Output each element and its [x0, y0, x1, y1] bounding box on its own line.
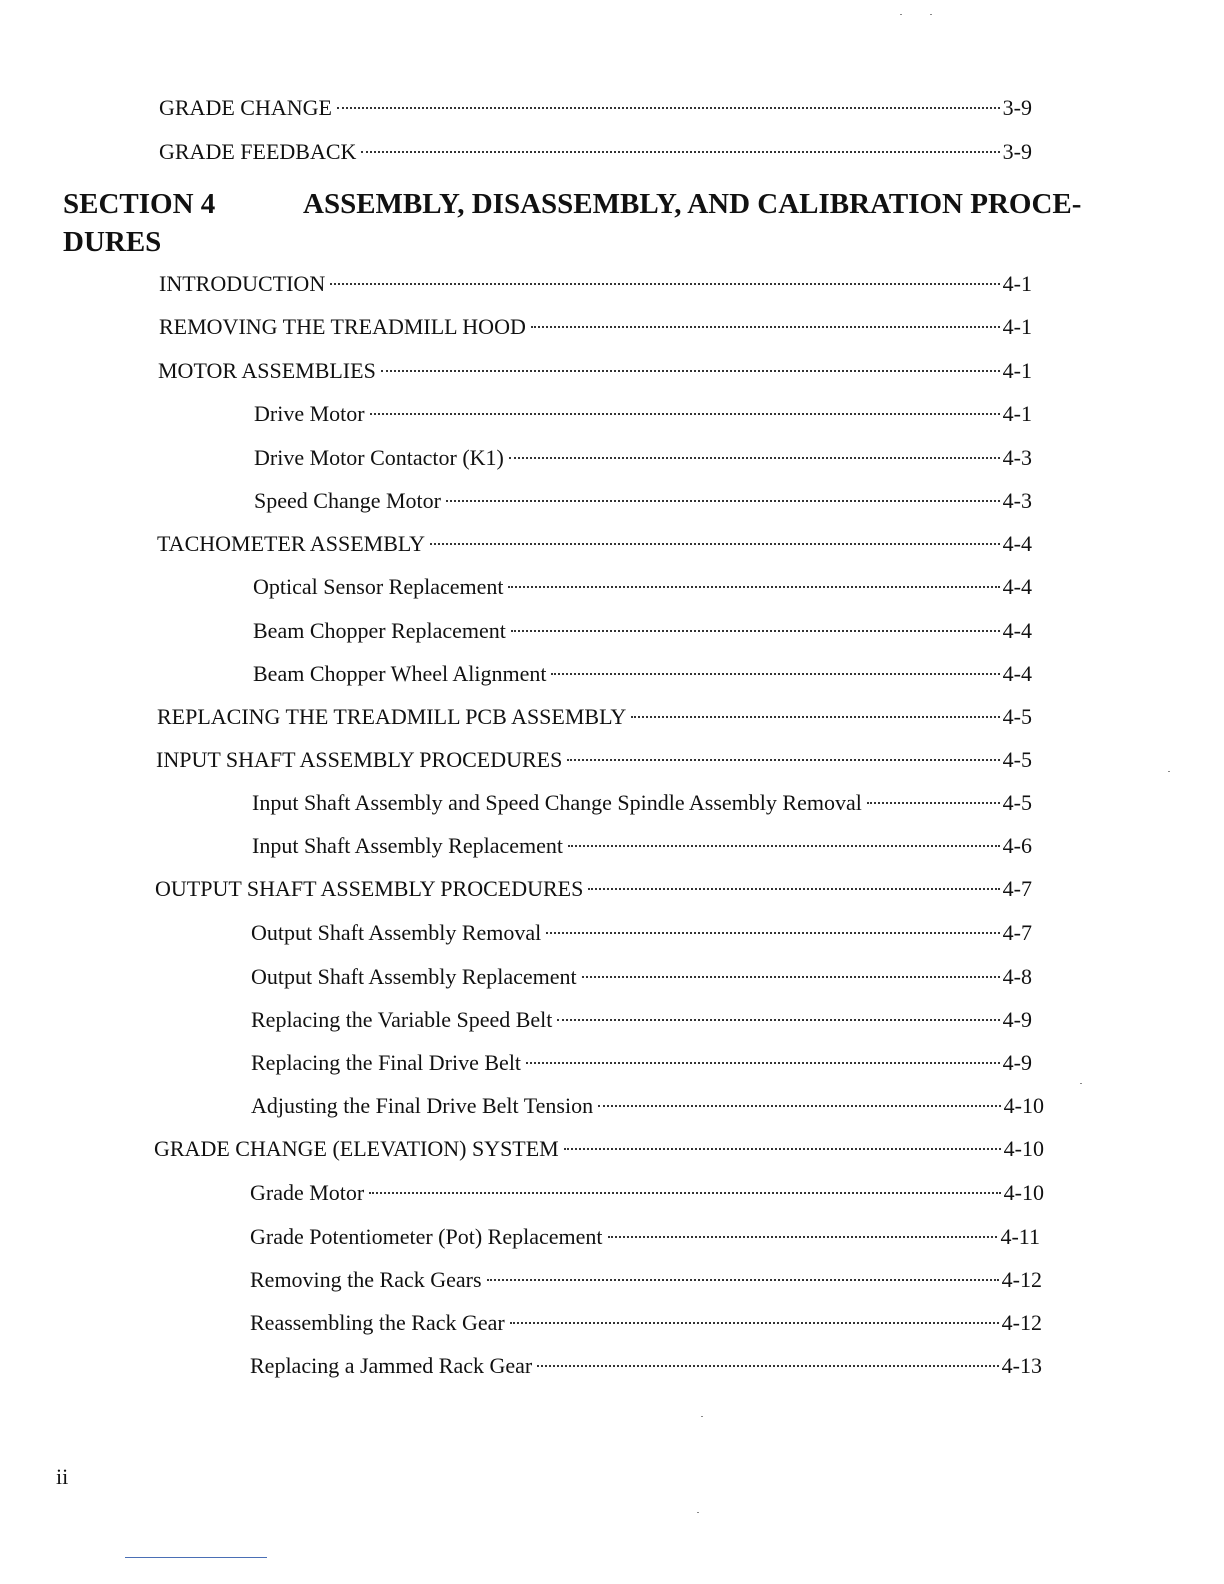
- toc-entry[interactable]: [251, 1091, 1044, 1121]
- scan-speck: [930, 14, 932, 15]
- toc-entry-label: Drive Motor: [254, 401, 365, 426]
- scan-speck: [900, 14, 902, 15]
- toc-entry[interactable]: [250, 1178, 1044, 1208]
- dot-leader: [337, 107, 1000, 109]
- toc-entry-page: 4-9: [1002, 1007, 1032, 1032]
- dot-leader: [551, 673, 999, 675]
- toc-entry-label: Replacing the Final Drive Belt: [251, 1050, 522, 1075]
- toc-entry[interactable]: [157, 702, 1032, 732]
- toc-entry-page: 4-9: [1002, 1050, 1032, 1075]
- toc-entry-page: 4-5: [1002, 704, 1032, 729]
- toc-entry[interactable]: [252, 788, 1032, 818]
- toc-entry-label: GRADE CHANGE: [159, 95, 332, 120]
- scan-speck: [1080, 1083, 1082, 1084]
- toc-entry-page: 4-4: [1002, 574, 1032, 599]
- toc-entry-label: Grade Motor: [250, 1180, 365, 1205]
- section-number: SECTION 4: [63, 188, 216, 220]
- dot-leader: [381, 370, 1000, 372]
- toc-entry-label: Beam Chopper Wheel Alignment: [253, 661, 547, 686]
- dot-leader: [446, 500, 1000, 502]
- toc-entry-label: INTRODUCTION: [159, 271, 326, 296]
- scan-speck: [701, 1416, 703, 1417]
- dot-leader: [867, 802, 1000, 804]
- toc-entry[interactable]: [250, 1222, 1040, 1252]
- page-number: ii: [56, 1464, 69, 1489]
- section-title: ASSEMBLY, DISASSEMBLY, AND CALIBRATION PROCE-: [303, 188, 1082, 220]
- toc-entry-label: Output Shaft Assembly Replacement: [251, 964, 577, 989]
- dot-leader: [330, 283, 999, 285]
- toc-entry-label: Adjusting the Final Drive Belt Tension: [251, 1093, 594, 1118]
- dot-leader: [511, 630, 1000, 632]
- dot-leader: [531, 326, 1000, 328]
- toc-entry-label: Drive Motor Contactor (K1): [254, 445, 504, 470]
- toc-entry-label: Output Shaft Assembly Removal: [251, 920, 542, 945]
- dot-leader: [588, 888, 999, 890]
- toc-entry[interactable]: [253, 616, 1032, 646]
- toc-entry-page: 4-10: [1003, 1136, 1044, 1161]
- toc-entry-page: 4-1: [1002, 314, 1032, 339]
- toc-entry-page: 4-12: [1001, 1310, 1042, 1335]
- dot-leader: [508, 586, 999, 588]
- toc-entry-label: Grade Potentiometer (Pot) Replacement: [250, 1224, 603, 1249]
- toc-entry[interactable]: [157, 529, 1032, 559]
- toc-entry[interactable]: [158, 356, 1032, 386]
- toc-entry[interactable]: [155, 874, 1032, 904]
- toc-entry[interactable]: [254, 443, 1032, 473]
- toc-entry[interactable]: [253, 572, 1032, 602]
- toc-entry-page: 4-5: [1002, 790, 1032, 815]
- toc-entry[interactable]: [254, 399, 1032, 429]
- toc-entry-label: GRADE FEEDBACK: [159, 139, 357, 164]
- toc-entry-page: 3-9: [1002, 95, 1032, 120]
- dot-leader: [598, 1105, 1001, 1107]
- toc-entry[interactable]: [251, 1048, 1032, 1078]
- toc-entry-label: MOTOR ASSEMBLIES: [158, 358, 376, 383]
- toc-entry-page: 4-6: [1002, 833, 1032, 858]
- dot-leader: [526, 1062, 1000, 1064]
- toc-entry-page: 4-4: [1002, 531, 1032, 556]
- toc-entry[interactable]: [251, 962, 1032, 992]
- footer-rule: [125, 1557, 267, 1558]
- dot-leader: [582, 976, 1000, 978]
- toc-entry[interactable]: [253, 659, 1032, 689]
- dot-leader: [557, 1019, 999, 1021]
- toc-entry-label: Reassembling the Rack Gear: [250, 1310, 505, 1335]
- toc-entry-page: 4-3: [1002, 488, 1032, 513]
- dot-leader: [631, 716, 999, 718]
- toc-entry-label: INPUT SHAFT ASSEMBLY PROCEDURES: [156, 747, 563, 772]
- toc-entry-label: REMOVING THE TREADMILL HOOD: [159, 314, 526, 339]
- toc-entry-page: 4-12: [1001, 1267, 1042, 1292]
- toc-entry-label: Removing the Rack Gears: [250, 1267, 482, 1292]
- dot-leader: [567, 759, 999, 761]
- dot-leader: [370, 413, 1000, 415]
- dot-leader: [608, 1236, 998, 1238]
- toc-entry[interactable]: [252, 831, 1032, 861]
- toc-entry-page: 4-11: [1000, 1224, 1040, 1249]
- toc-entry[interactable]: [159, 269, 1032, 299]
- toc-entry-page: 3-9: [1002, 139, 1032, 164]
- toc-entry[interactable]: [156, 745, 1032, 775]
- toc-entry-page: 4-13: [1001, 1353, 1042, 1378]
- toc-entry-page: 4-10: [1003, 1180, 1044, 1205]
- dot-leader: [487, 1279, 999, 1281]
- dot-leader: [509, 457, 1000, 459]
- dot-leader: [510, 1322, 999, 1324]
- section-title-continued: DURES: [63, 226, 162, 258]
- toc-entry-label: REPLACING THE TREADMILL PCB ASSEMBLY: [157, 704, 627, 729]
- toc-entry[interactable]: [154, 1134, 1044, 1164]
- toc-entry-label: Input Shaft Assembly Replacement: [252, 833, 563, 858]
- toc-entry-label: Optical Sensor Replacement: [253, 574, 504, 599]
- toc-entry-page: 4-1: [1002, 401, 1032, 426]
- toc-entry-page: 4-7: [1002, 876, 1032, 901]
- toc-entry-grade-feedback[interactable]: [159, 137, 1032, 167]
- toc-entry-label: GRADE CHANGE (ELEVATION) SYSTEM: [154, 1136, 559, 1161]
- scan-speck: [697, 1512, 699, 1513]
- toc-entry-label: Beam Chopper Replacement: [253, 618, 506, 643]
- dot-leader: [546, 932, 999, 934]
- toc-entry-grade-change[interactable]: [159, 93, 1032, 123]
- toc-entry[interactable]: [159, 312, 1032, 342]
- toc-entry-label: OUTPUT SHAFT ASSEMBLY PROCEDURES: [155, 876, 584, 901]
- toc-entry[interactable]: [250, 1308, 1042, 1338]
- toc-entry[interactable]: [250, 1265, 1042, 1295]
- toc-entry-label: Replacing the Variable Speed Belt: [251, 1007, 553, 1032]
- toc-entry-page: 4-1: [1002, 358, 1032, 383]
- toc-entry-page: 4-8: [1002, 964, 1032, 989]
- toc-entry-label: Speed Change Motor: [254, 488, 441, 513]
- toc-entry[interactable]: [251, 1005, 1032, 1035]
- toc-entry-page: 4-10: [1003, 1093, 1044, 1118]
- toc-entry[interactable]: [254, 486, 1032, 516]
- dot-leader: [369, 1192, 1000, 1194]
- toc-entry-page: 4-4: [1002, 661, 1032, 686]
- toc-entry-page: 4-4: [1002, 618, 1032, 643]
- toc-entry[interactable]: [251, 918, 1032, 948]
- toc-entry-page: 4-5: [1002, 747, 1032, 772]
- dot-leader: [361, 151, 999, 153]
- toc-entry[interactable]: [250, 1351, 1042, 1381]
- dot-leader: [564, 1148, 1001, 1150]
- toc-entry-page: 4-1: [1002, 271, 1032, 296]
- toc-entry-label: Replacing a Jammed Rack Gear: [250, 1353, 533, 1378]
- toc-entry-label: TACHOMETER ASSEMBLY: [157, 531, 426, 556]
- toc-entry-page: 4-7: [1002, 920, 1032, 945]
- toc-entry-page: 4-3: [1002, 445, 1032, 470]
- scan-speck: [1168, 771, 1170, 772]
- dot-leader: [537, 1365, 998, 1367]
- dot-leader: [568, 845, 1000, 847]
- dot-leader: [430, 543, 1000, 545]
- toc-entry-label: Input Shaft Assembly and Speed Change Spindle Assembly Removal: [252, 790, 862, 815]
